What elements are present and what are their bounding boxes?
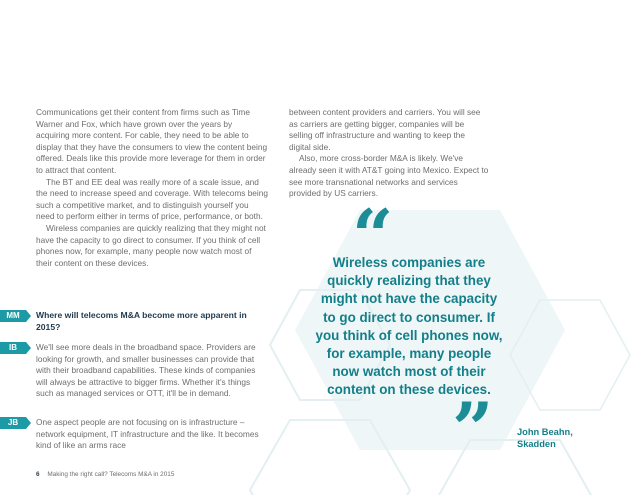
question-block (36, 310, 268, 334)
left-column (36, 107, 268, 269)
right-column (289, 107, 489, 200)
interview-question: Where will telecoms M&A become more apparent in 2015? (36, 310, 247, 332)
interview-answer: We'll see more deals in the broadband space. Providers are looking for growth, and smaller businesses can provide that with their broadband capabilities. These kinds of companies will always be attractive to bigger firms. Whether it's things such as managed services or OTT, it'll be in demand. (36, 342, 256, 399)
page-footer (36, 471, 174, 478)
interview-answer: One aspect people are not focusing on is infrastructure – network equipment, IT infrastructure and the like. It becomes kind of like an arms race (36, 417, 259, 451)
open-quote-icon: “ (352, 193, 394, 278)
footer-title: Making the right call? Telecoms M&A in 2015 (47, 471, 175, 478)
body-paragraph: Wireless companies are quickly realizing that they might not have the capacity to go direct to consumer. If you think of cell phones now, for example, many people now watch most of their content on these devices. (36, 222, 266, 268)
page-number: 6 (36, 471, 40, 478)
answer-block (36, 417, 268, 452)
quote-attribution (517, 426, 607, 450)
attribution-org: Skadden (517, 439, 556, 449)
speaker-tag-ib: IB (0, 342, 26, 354)
speaker-tag-mm: MM (0, 310, 26, 322)
body-paragraph: Also, more cross-border M&A is likely. We've already seen it with AT&T going into Mexico. Expect to see more transnational networks and services provided by US carriers. (289, 153, 489, 199)
body-paragraph: between content providers and carriers. You will see as carriers are getting bigger, companies will be selling off infrastructure and wanting to keep the digital side. (289, 107, 481, 152)
close-quote-icon: ” (452, 386, 494, 471)
body-paragraph: Communications get their content from firms such as Time Warner and Fox, which have grown over the years by acquiring more content. For cable, they need to be able to display that they have the consumers to view the content being offered. Deals like this provide more leverage for them in order to attract that content. (36, 107, 268, 175)
attribution-name: John Beahn, (517, 427, 573, 437)
pull-quote: Wireless companies are quickly realizing that they might not have the capacity to go direct to consumer. If you think of cell phones now, for example, many people now watch most of their content on these devices. (315, 255, 503, 398)
speaker-tag-jb: JB (0, 417, 26, 429)
answer-block (36, 342, 268, 400)
body-paragraph: The BT and EE deal was really more of a scale issue, and the need to increase speed and coverage. With telecoms being such a competitive market, and to distinguish yourself you need to perform either in terms of price, performance, or both. (36, 176, 268, 222)
